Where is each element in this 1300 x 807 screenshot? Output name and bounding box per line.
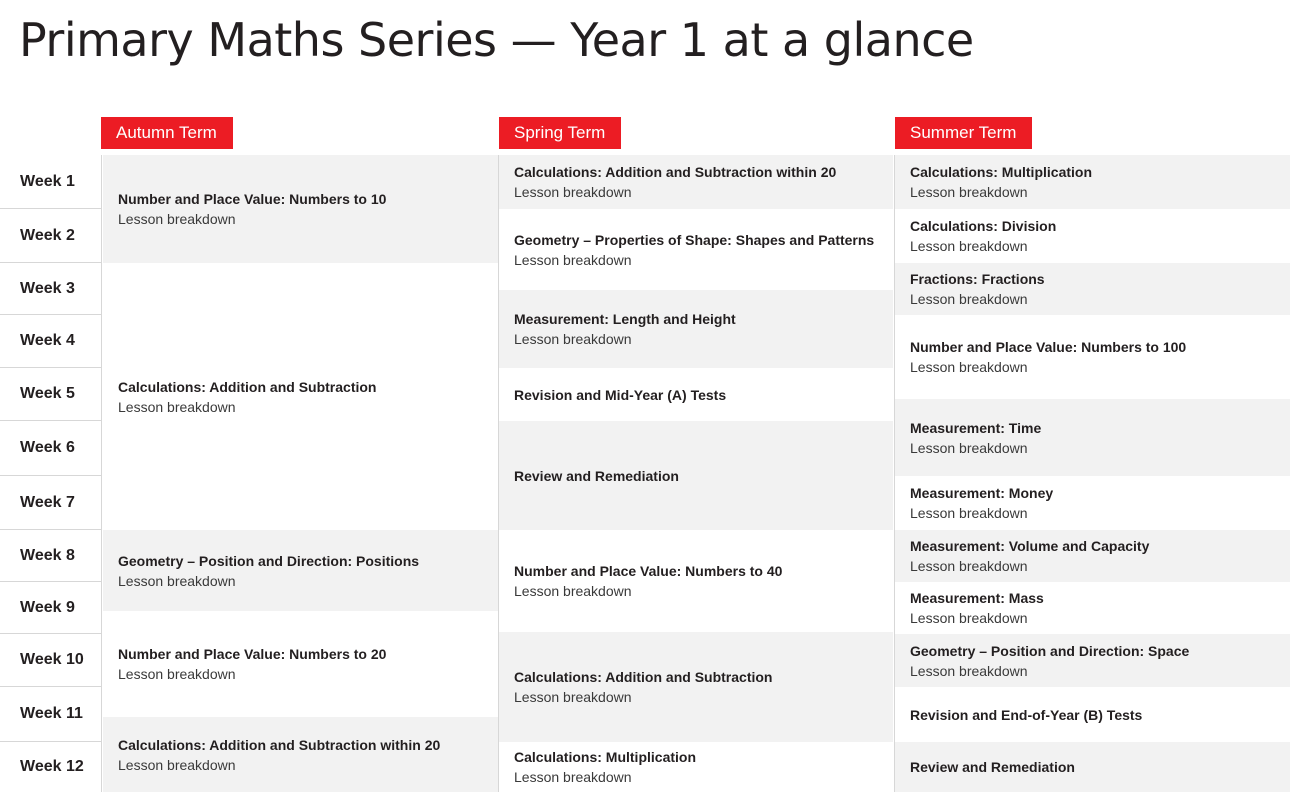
unit-title: Number and Place Value: Numbers to 100 — [910, 339, 1187, 355]
unit-title: Calculations: Addition and Subtraction — [514, 669, 773, 685]
unit-cell — [895, 263, 1290, 315]
term-header-autumn: Autumn Term — [101, 117, 233, 149]
week-label: Week 4 — [0, 315, 101, 368]
week-label: Week 11 — [0, 687, 101, 742]
lesson-breakdown-link[interactable]: Lesson breakdown — [910, 610, 1028, 626]
unit-cell — [499, 632, 893, 742]
week-label: Week 10 — [0, 634, 101, 687]
lesson-breakdown-link[interactable]: Lesson breakdown — [514, 769, 632, 785]
lesson-breakdown-link[interactable]: Lesson breakdown — [910, 439, 1028, 456]
unit-cell — [895, 582, 1290, 634]
unit-title: Review and Remediation — [514, 467, 679, 484]
column-divider — [101, 155, 102, 792]
column-divider — [498, 155, 499, 792]
column-divider — [894, 155, 895, 792]
unit-cell — [499, 530, 893, 632]
lesson-breakdown-link[interactable]: Lesson breakdown — [910, 558, 1028, 574]
unit-cell — [499, 209, 893, 290]
lesson-breakdown-link[interactable]: Lesson breakdown — [118, 756, 236, 773]
unit-cell — [499, 368, 893, 421]
unit-title: Review and Remediation — [910, 759, 1075, 775]
unit-cell — [895, 155, 1290, 209]
lesson-breakdown-link[interactable]: Lesson breakdown — [910, 505, 1028, 521]
unit-cell — [103, 611, 498, 717]
lesson-breakdown-link[interactable]: Lesson breakdown — [514, 583, 632, 599]
unit-title: Revision and End-of-Year (B) Tests — [910, 706, 1143, 723]
lesson-breakdown-link[interactable]: Lesson breakdown — [910, 238, 1028, 254]
unit-cell — [895, 315, 1290, 399]
unit-title: Fractions: Fractions — [910, 271, 1045, 287]
week-label: Week 2 — [0, 209, 101, 263]
unit-title: Calculations: Addition and Subtraction within 20 — [118, 736, 441, 753]
unit-title: Calculations: Addition and Subtraction within 20 — [514, 164, 837, 180]
lesson-breakdown-link[interactable]: Lesson breakdown — [910, 359, 1028, 375]
lesson-breakdown-link[interactable]: Lesson breakdown — [910, 291, 1028, 307]
lesson-breakdown-link[interactable]: Lesson breakdown — [514, 689, 632, 705]
unit-cell — [103, 530, 498, 611]
unit-title: Measurement: Mass — [910, 590, 1044, 606]
unit-title: Geometry – Properties of Shape: Shapes and Patterns — [514, 231, 875, 248]
week-label: Week 1 — [0, 155, 101, 209]
lesson-breakdown-link[interactable]: Lesson breakdown — [118, 572, 236, 589]
lesson-breakdown-link[interactable]: Lesson breakdown — [118, 398, 236, 415]
unit-cell — [499, 742, 893, 792]
unit-cell — [499, 290, 893, 368]
unit-title: Calculations: Multiplication — [910, 164, 1093, 180]
unit-title: Geometry – Position and Direction: Space — [910, 642, 1190, 659]
unit-title: Revision and Mid-Year (A) Tests — [514, 386, 727, 403]
unit-title: Number and Place Value: Numbers to 10 — [118, 191, 387, 207]
unit-title: Number and Place Value: Numbers to 20 — [118, 646, 387, 662]
week-label: Week 5 — [0, 368, 101, 421]
lesson-breakdown-link[interactable]: Lesson breakdown — [118, 211, 236, 227]
week-label: Week 8 — [0, 530, 101, 582]
lesson-breakdown-link[interactable]: Lesson breakdown — [910, 662, 1028, 679]
unit-cell — [103, 155, 498, 263]
unit-cell — [895, 742, 1290, 792]
week-label: Week 12 — [0, 742, 101, 792]
unit-cell — [499, 155, 893, 209]
lesson-breakdown-link[interactable]: Lesson breakdown — [514, 331, 632, 347]
unit-cell — [103, 717, 498, 792]
unit-cell — [499, 421, 893, 530]
lesson-breakdown-link[interactable]: Lesson breakdown — [118, 666, 236, 682]
unit-cell — [103, 263, 498, 530]
week-label: Week 3 — [0, 263, 101, 315]
unit-cell — [895, 209, 1290, 263]
unit-title: Measurement: Volume and Capacity — [910, 538, 1150, 554]
week-label: Week 7 — [0, 476, 101, 530]
unit-cell — [895, 530, 1290, 582]
unit-title: Calculations: Addition and Subtraction — [118, 378, 377, 395]
unit-title: Measurement: Time — [910, 419, 1042, 436]
unit-title: Geometry – Position and Direction: Positions — [118, 552, 420, 569]
lesson-breakdown-link[interactable]: Lesson breakdown — [910, 184, 1028, 200]
week-label: Week 9 — [0, 582, 101, 634]
unit-title: Calculations: Division — [910, 218, 1057, 234]
unit-cell — [895, 634, 1290, 687]
lesson-breakdown-link[interactable]: Lesson breakdown — [514, 184, 632, 200]
term-header-summer: Summer Term — [895, 117, 1032, 149]
term-header-spring: Spring Term — [499, 117, 621, 149]
unit-cell — [895, 687, 1290, 742]
unit-title: Calculations: Multiplication — [514, 749, 697, 765]
page-title: Primary Maths Series — Year 1 at a glance — [19, 13, 974, 67]
unit-title: Measurement: Money — [910, 485, 1054, 501]
unit-title: Number and Place Value: Numbers to 40 — [514, 563, 783, 579]
unit-title: Measurement: Length and Height — [514, 311, 736, 327]
unit-cell — [895, 476, 1290, 530]
lesson-breakdown-link[interactable]: Lesson breakdown — [514, 251, 632, 268]
week-label: Week 6 — [0, 421, 101, 476]
unit-cell — [895, 399, 1290, 476]
